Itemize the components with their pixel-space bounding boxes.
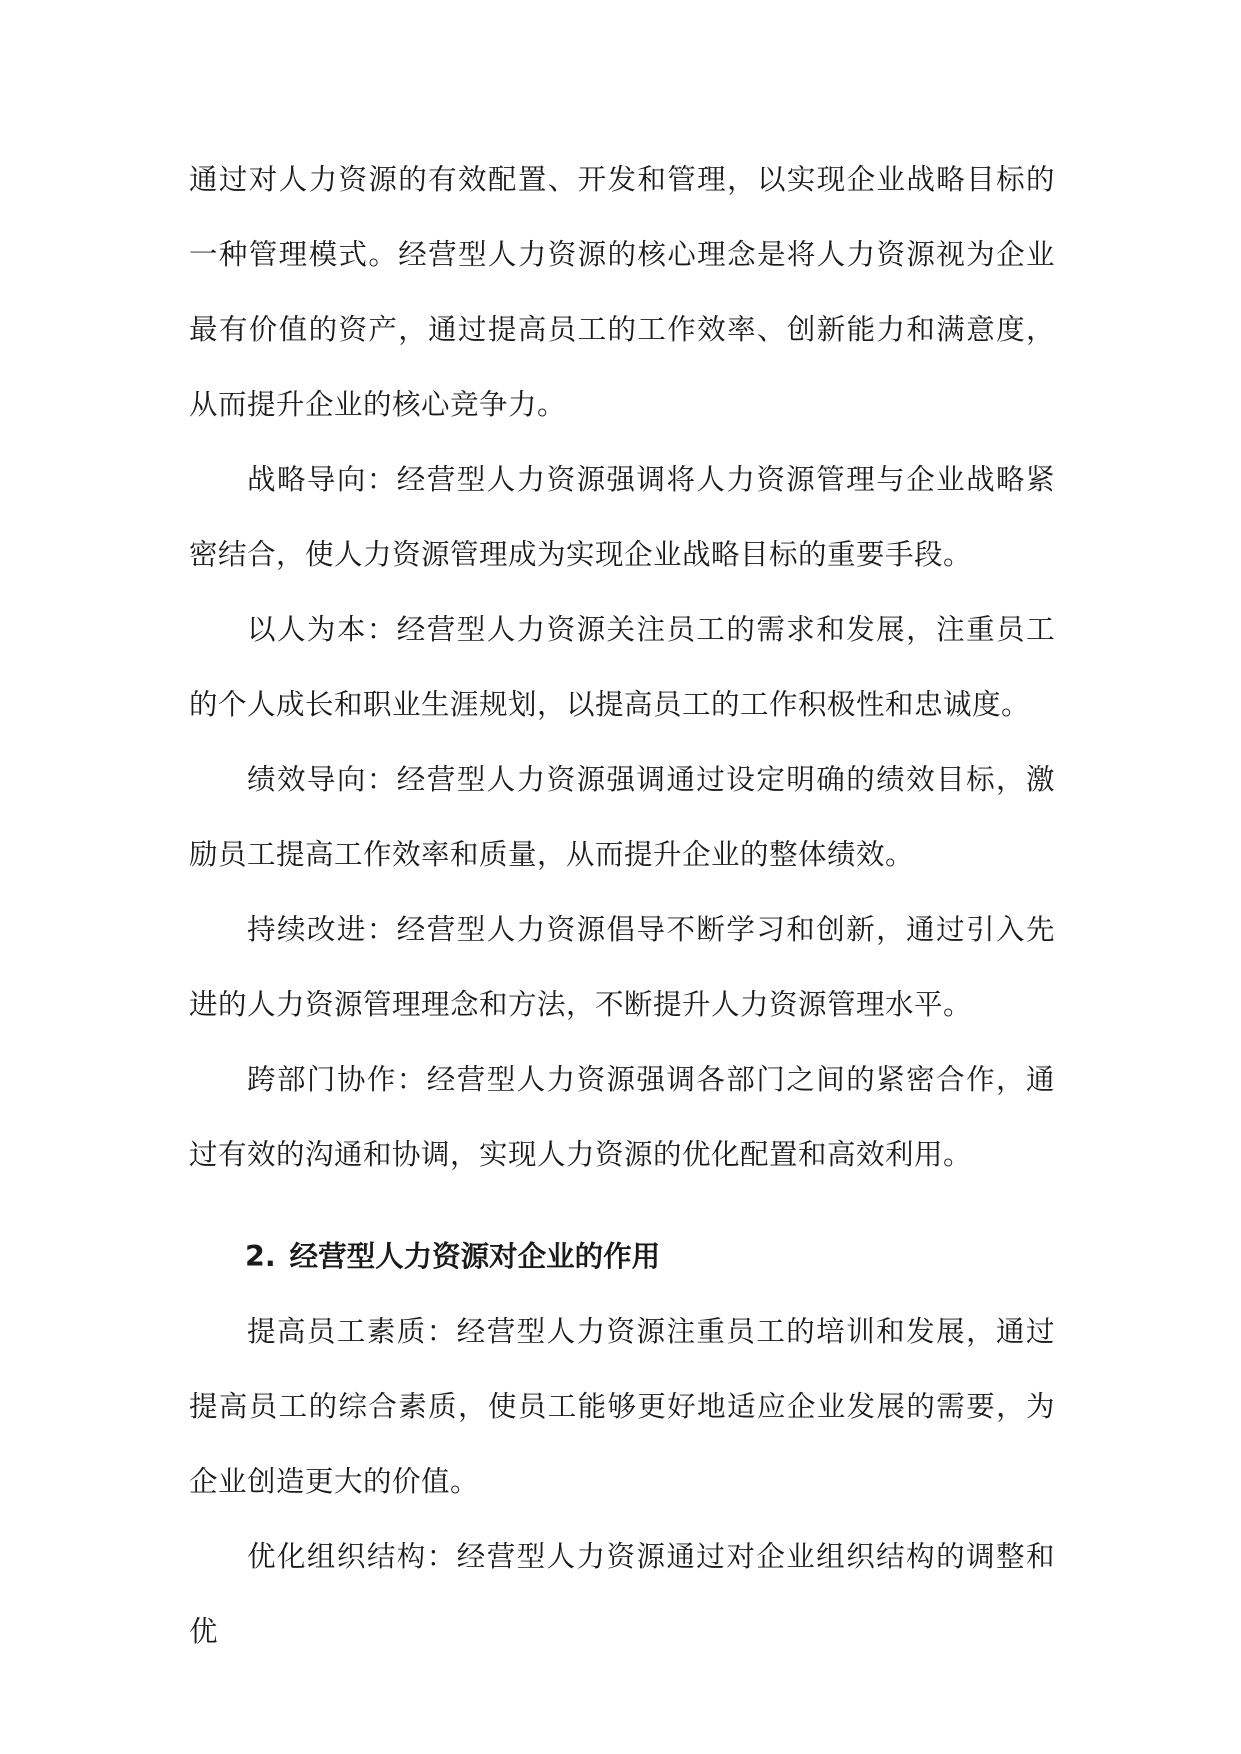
- section-number: 2.: [245, 1240, 276, 1273]
- paragraph-strategy-oriented: 战略导向：经营型人力资源强调将人力资源管理与企业战略紧密结合，使人力资源管理成为实现企业战略目标的重要手段。: [189, 463, 1055, 571]
- paragraph-intro-continued: 通过对人力资源的有效配置、开发和管理，以实现企业战略目标的一种管理模式。经营型人力资源的核心理念是将人力资源视为企业最有价值的资产，通过提高员工的工作效率、创新能力和满意度，从而提升企业的核心竞争力。: [189, 163, 1055, 421]
- paragraph-improve-quality: 提高员工素质：经营型人力资源注重员工的培训和发展，通过提高员工的综合素质，使员工能够更好地适应企业发展的需要，为企业创造更大的价值。: [189, 1315, 1055, 1498]
- paragraph-optimize-structure: 优化组织结构：经营型人力资源通过对企业组织结构的调整和优: [189, 1540, 1055, 1648]
- paragraph-people-oriented: 以人为本：经营型人力资源关注员工的需求和发展，注重员工的个人成长和职业生涯规划，以提高员工的工作积极性和忠诚度。: [189, 613, 1055, 721]
- section-heading: [189, 1219, 1055, 1294]
- paragraph-performance-oriented: 绩效导向：经营型人力资源强调通过设定明确的绩效目标，激励员工提高工作效率和质量，从而提升企业的整体绩效。: [189, 763, 1055, 871]
- document-body: [189, 142, 1055, 1669]
- paragraph-continuous-improvement: 持续改进：经营型人力资源倡导不断学习和创新，通过引入先进的人力资源管理理念和方法，不断提升人力资源管理水平。: [189, 913, 1055, 1021]
- paragraph-cross-department: 跨部门协作：经营型人力资源强调各部门之间的紧密合作，通过有效的沟通和协调，实现人力资源的优化配置和高效利用。: [189, 1063, 1055, 1171]
- section-title: 经营型人力资源对企业的作用: [289, 1240, 661, 1273]
